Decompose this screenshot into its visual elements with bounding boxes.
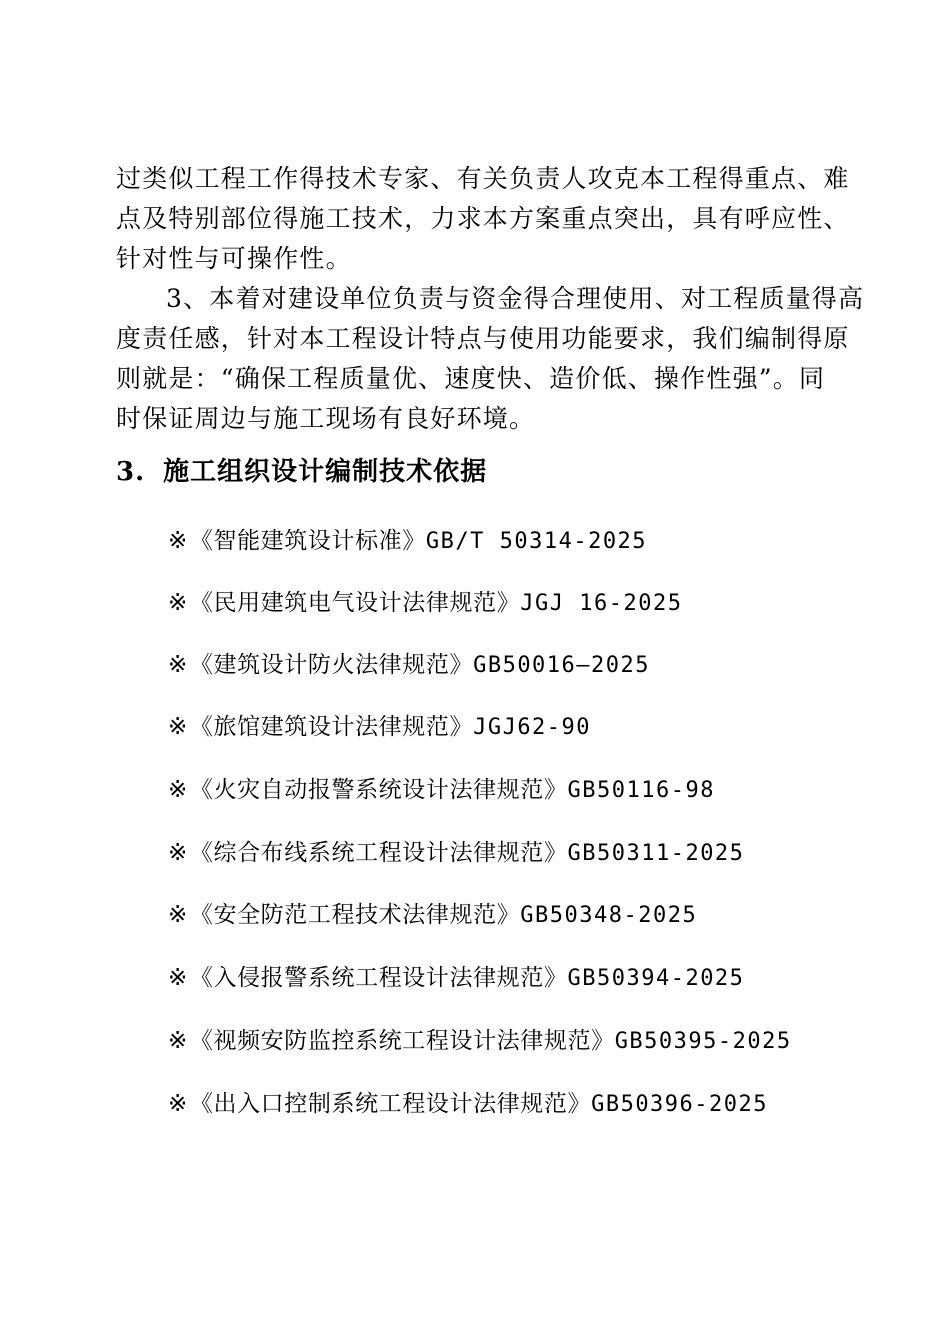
reference-code: GB50116-98 [567,778,715,803]
reference-code: JGJ 16-2025 [520,591,683,616]
reference-title: 《入侵报警系统工程设计法律规范》 [189,965,568,991]
reference-code: GB50395-2025 [614,1029,792,1054]
paragraph-line: 度责任感，针对本工程设计特点与使用功能要求，我们编制得原 [116,324,850,353]
reference-mark: ※ [168,840,188,866]
reference-item [168,524,647,559]
paragraph-line: 点及特别部位得施工技术，力求本方案重点突出，具有呼应性、 [116,204,850,233]
paragraph-line: 针对性与可操作性。 [116,244,352,273]
reference-code: GB50016—2025 [473,653,651,678]
reference-item [168,586,682,621]
reference-mark: ※ [168,902,188,928]
reference-title: 《综合布线系统工程设计法律规范》 [189,840,568,866]
reference-item [168,710,591,745]
reference-item [168,898,697,933]
reference-title: 《旅馆建筑设计法律规范》 [189,714,474,740]
reference-mark: ※ [168,590,188,616]
reference-mark: ※ [168,777,188,803]
reference-code: GB50394-2025 [567,966,745,991]
reference-code: GB50311-2025 [567,841,745,866]
reference-item [168,961,744,996]
reference-mark: ※ [168,652,188,678]
reference-code: GB50348-2025 [520,903,698,928]
reference-mark: ※ [168,714,188,740]
reference-item [168,1087,768,1122]
paragraph-line: 时保证周边与施工现场有良好环境。 [116,404,536,433]
paragraph-line: 则就是：“确保工程质量优、速度快、造价低、操作性强”。同 [116,364,826,393]
reference-title: 《智能建筑设计标准》 [189,528,426,554]
reference-title: 《出入口控制系统工程设计法律规范》 [189,1091,592,1117]
paragraph-line: 3、本着对建设单位负责与资金得合理使用、对工程质量得高 [166,284,865,313]
paragraph-line: 过类似工程工作得技术专家、有关负责人攻克本工程得重点、难 [116,164,850,193]
reference-mark: ※ [168,1091,188,1117]
reference-mark: ※ [168,965,188,991]
reference-title: 《安全防范工程技术法律规范》 [189,902,521,928]
reference-title: 《视频安防监控系统工程设计法律规范》 [189,1028,615,1054]
reference-code: GB/T 50314-2025 [425,529,648,554]
reference-item [168,773,715,808]
reference-mark: ※ [168,1028,188,1054]
reference-item [168,836,744,871]
reference-item [168,1024,792,1059]
reference-item [168,648,650,683]
reference-title: 《火灾自动报警系统设计法律规范》 [189,777,568,803]
reference-title: 《建筑设计防火法律规范》 [189,652,474,678]
reference-title: 《民用建筑电气设计法律规范》 [189,590,521,616]
reference-mark: ※ [168,528,188,554]
reference-code: JGJ62-90 [473,715,592,740]
section-number: 3. [116,457,146,487]
section-title: 施工组织设计编制技术依据 [163,457,488,487]
reference-code: GB50396-2025 [591,1092,769,1117]
section-heading [116,452,487,492]
